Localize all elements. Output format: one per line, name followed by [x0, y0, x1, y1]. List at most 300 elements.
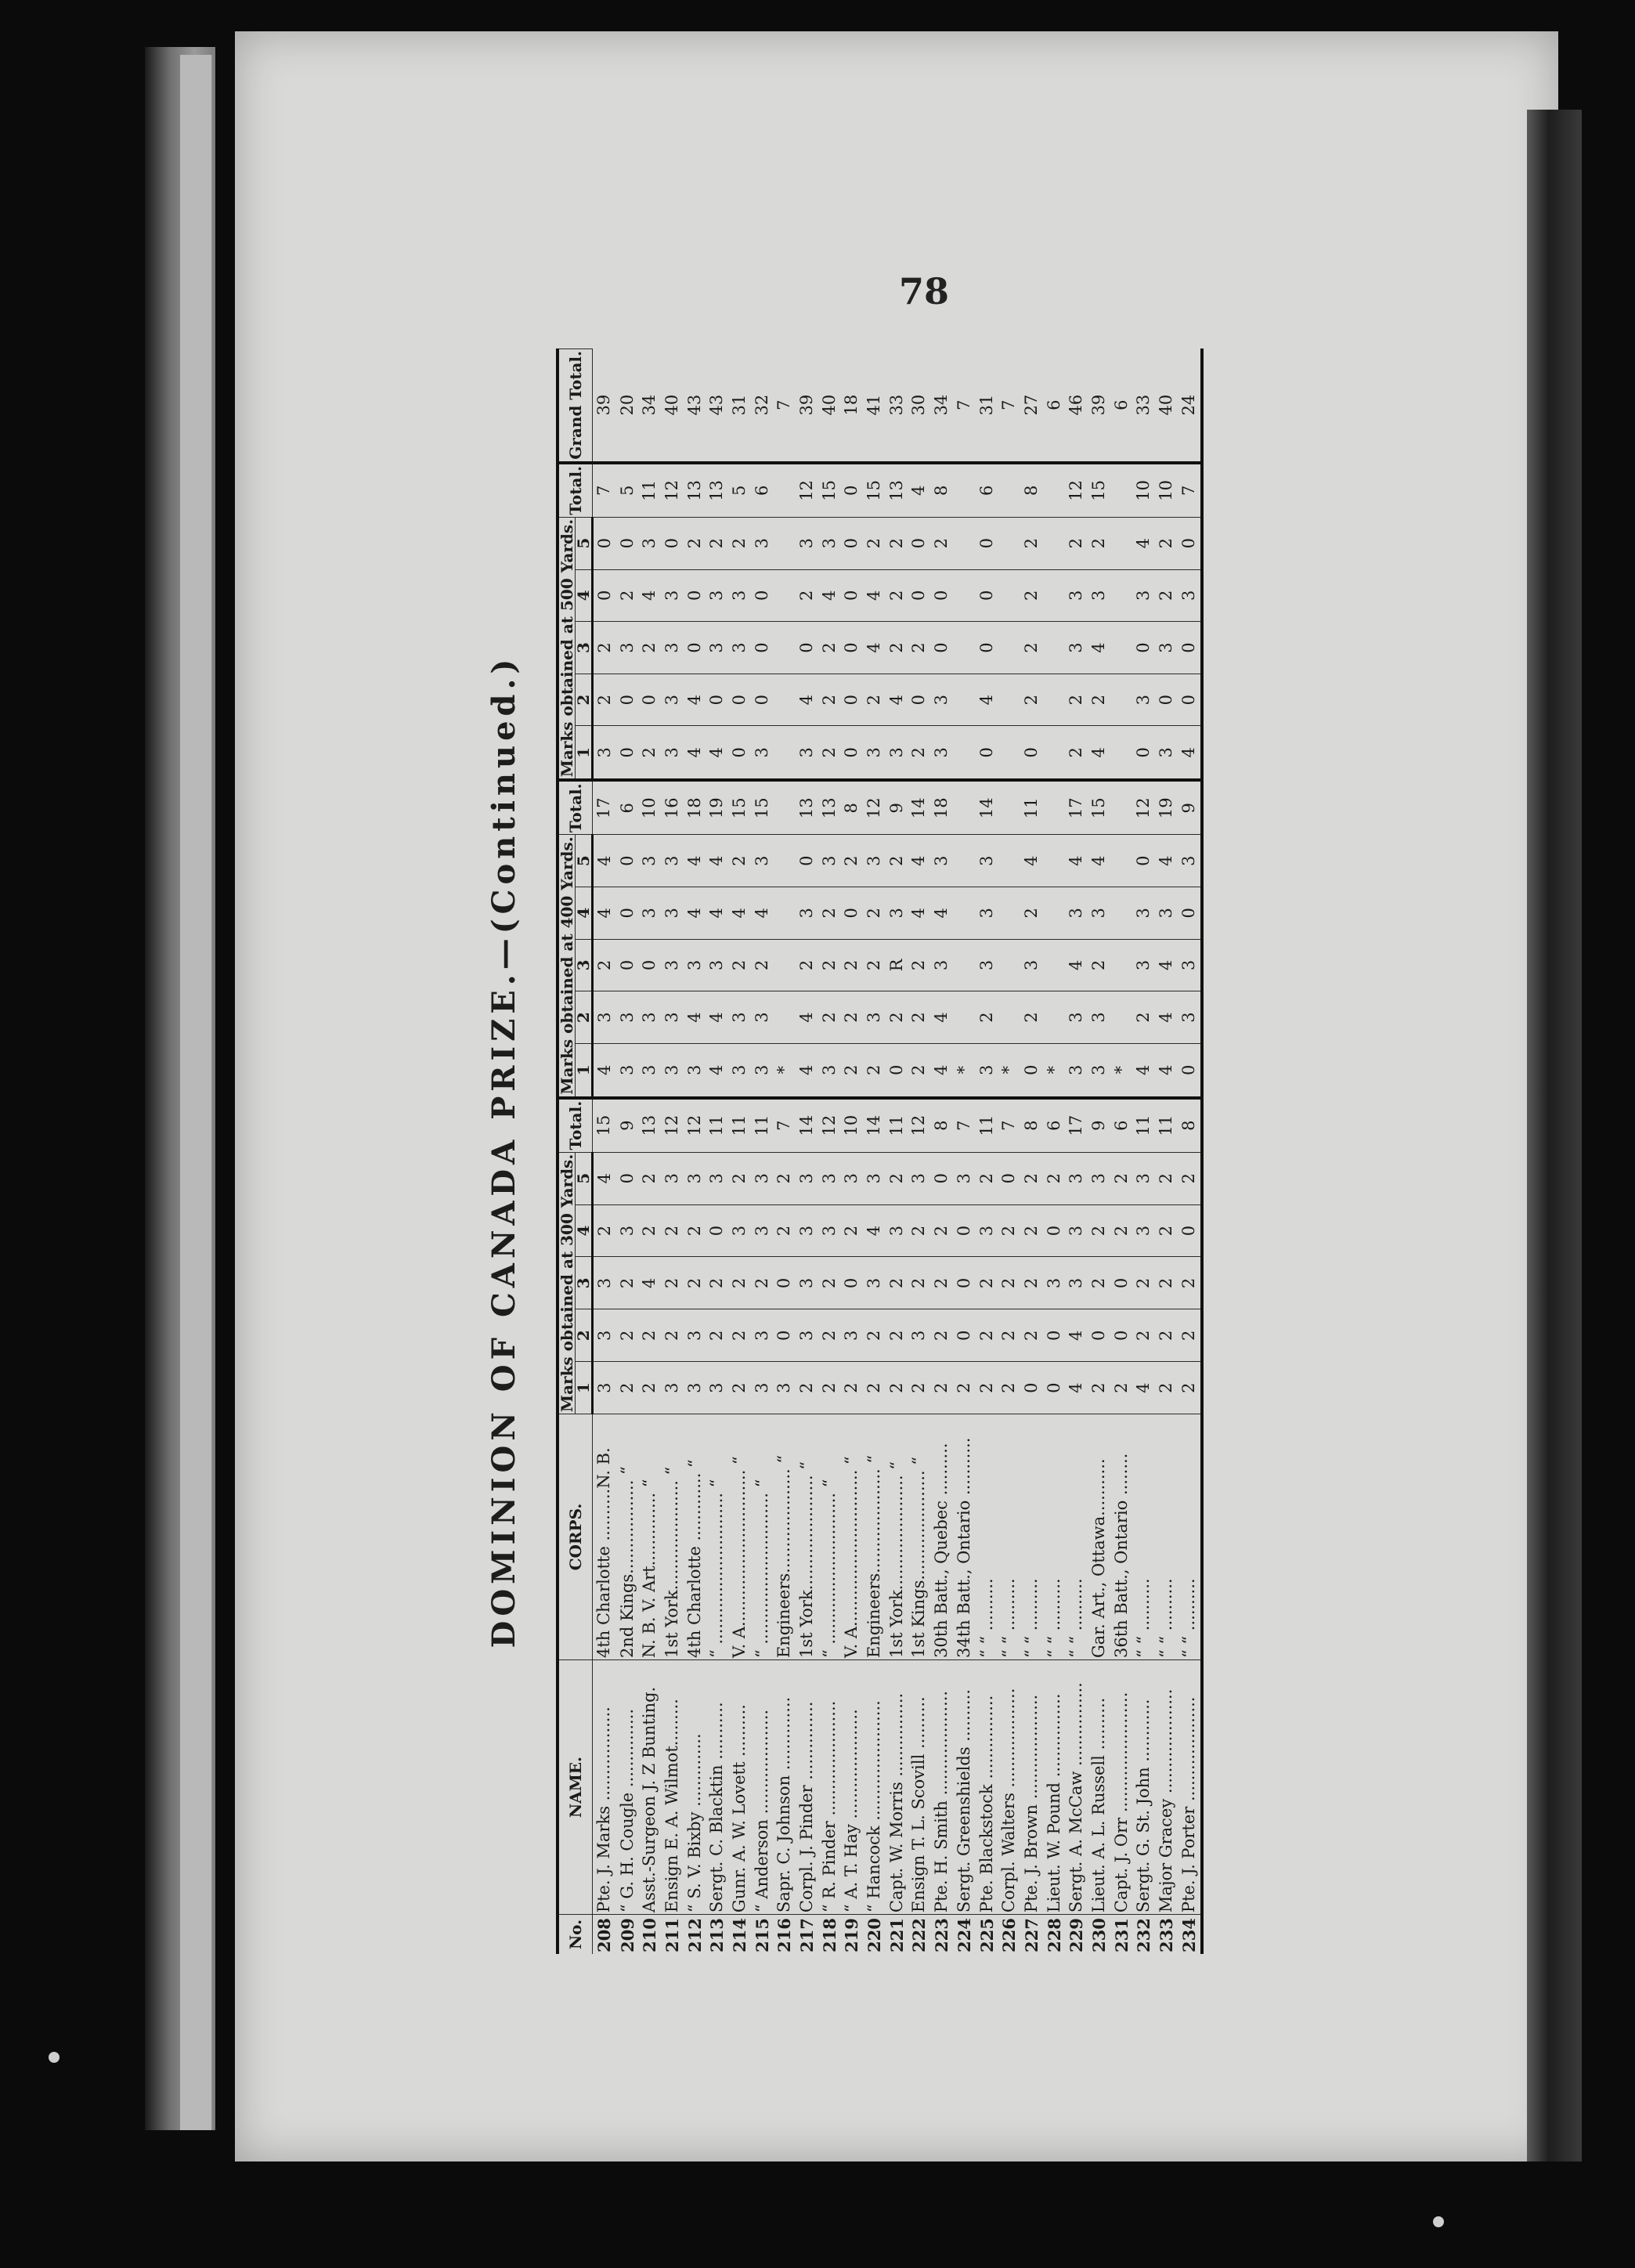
cell-shot-score: 4: [706, 1043, 728, 1097]
cell-shot-score: 3: [638, 1043, 661, 1097]
cell-shot-score: 3: [930, 726, 953, 780]
cell-shot-score: 4: [1065, 1362, 1088, 1414]
cell-number: 214: [728, 1915, 751, 1954]
cell-range-total: 11: [976, 1098, 998, 1153]
cell-shot-score: 3: [706, 1152, 728, 1204]
cell-name: Pte. J. Brown ....................: [1020, 1660, 1043, 1915]
page-title: DOMINION OF CANADA PRIZE.—(Continued.): [485, 654, 522, 1649]
cell-shot-score: [1043, 939, 1066, 991]
cell-shot-score: 3: [728, 622, 751, 674]
cell-shot-score: 0: [930, 1152, 953, 1204]
cell-shot-score: 4: [706, 726, 728, 780]
cell-shot-score: [998, 569, 1020, 622]
cell-range-total: 15: [593, 1098, 616, 1153]
cell-name: Sergt. C. Blacktin ...........: [706, 1660, 728, 1915]
cell-shot-score: 2: [886, 991, 908, 1044]
cell-range-total: 11: [1155, 1098, 1178, 1153]
cell-shot-score: 3: [616, 991, 639, 1044]
cell-shot-score: 0: [1110, 1257, 1133, 1309]
cell-shot-score: *: [998, 1043, 1020, 1097]
cell-shot-score: 3: [863, 835, 886, 887]
cell-range-total: 14: [796, 1098, 818, 1153]
cell-shot-score: 3: [976, 835, 998, 887]
header-shot-400-2: 2: [576, 991, 593, 1044]
cell-shot-score: 0: [1155, 674, 1178, 726]
cell-range-total: 18: [684, 780, 706, 835]
cell-shot-score: 3: [684, 1362, 706, 1414]
cell-shot-score: 0: [953, 1257, 976, 1309]
cell-range-total: 18: [930, 780, 953, 835]
cell-shot-score: 2: [818, 1309, 841, 1362]
cell-shot-score: 2: [796, 1362, 818, 1414]
cell-shot-score: 2: [1178, 1362, 1202, 1414]
cell-shot-score: 0: [953, 1204, 976, 1257]
cell-shot-score: 2: [886, 622, 908, 674]
cell-corps: 30th Batt., Quebec ..........: [930, 1414, 953, 1660]
cell-shot-score: 4: [863, 622, 886, 674]
cell-shot-score: 0: [841, 887, 864, 939]
cell-range-total: 10: [1133, 463, 1156, 518]
cell-shot-score: 0: [1043, 1309, 1066, 1362]
cell-number: 219: [841, 1915, 864, 1954]
cell-shot-score: [774, 622, 796, 674]
cell-shot-score: 4: [684, 887, 706, 939]
cell-shot-score: 2: [684, 1257, 706, 1309]
cell-number: 224: [953, 1915, 976, 1954]
cell-shot-score: 2: [638, 1362, 661, 1414]
cell-shot-score: 3: [818, 517, 841, 569]
cell-shot-score: 0: [616, 887, 639, 939]
cell-shot-score: 0: [706, 674, 728, 726]
cell-shot-score: 3: [684, 1152, 706, 1204]
cell-corps: 2nd Kings.................. “: [616, 1414, 639, 1660]
cell-shot-score: [953, 569, 976, 622]
cell-shot-score: 3: [841, 1309, 864, 1362]
page-number: 78: [899, 270, 950, 312]
cell-number: 223: [930, 1915, 953, 1954]
cell-shot-score: 0: [841, 517, 864, 569]
cell-shot-score: 3: [1088, 1152, 1110, 1204]
book-gutter: [1527, 110, 1582, 2161]
cell-corps: “ “ ..........: [1043, 1414, 1066, 1660]
cell-shot-score: 2: [1088, 939, 1110, 991]
cell-shot-score: 0: [616, 726, 639, 780]
cell-shot-score: 4: [706, 835, 728, 887]
cell-range-total: 10: [1155, 463, 1178, 518]
cell-shot-score: 0: [976, 726, 998, 780]
cell-shot-score: 4: [638, 1257, 661, 1309]
cell-shot-score: 2: [638, 1309, 661, 1362]
table-row: [1178, 349, 1202, 1955]
cell-range-total: [1110, 780, 1133, 835]
cell-shot-score: [1110, 991, 1133, 1044]
cell-shot-score: 2: [1020, 517, 1043, 569]
cell-grand-total: 46: [1065, 349, 1088, 463]
cell-shot-score: [1110, 887, 1133, 939]
table-row: [1043, 349, 1066, 1955]
table-row: [593, 349, 616, 1955]
cell-shot-score: 2: [751, 939, 774, 991]
cell-shot-score: 3: [751, 726, 774, 780]
cell-corps: 4th Charlotte ..........N. B.: [593, 1414, 616, 1660]
cell-shot-score: 3: [616, 1043, 639, 1097]
cell-shot-score: 4: [593, 887, 616, 939]
cell-name: Lieut. A. L. Russell ..........: [1088, 1660, 1110, 1915]
cell-range-total: 12: [661, 1098, 684, 1153]
cell-shot-score: 4: [706, 887, 728, 939]
cell-shot-score: 3: [796, 517, 818, 569]
cell-shot-score: 2: [661, 1257, 684, 1309]
cell-shot-score: 2: [638, 622, 661, 674]
cell-shot-score: 2: [930, 1362, 953, 1414]
cell-number: 226: [998, 1915, 1020, 1954]
cell-shot-score: 3: [593, 1309, 616, 1362]
cell-range-total: 14: [908, 780, 931, 835]
cell-grand-total: 31: [728, 349, 751, 463]
cell-shot-score: 3: [930, 674, 953, 726]
cell-shot-score: 4: [593, 1043, 616, 1097]
header-shot-400-3: 3: [576, 939, 593, 991]
cell-shot-score: [1043, 622, 1066, 674]
cell-shot-score: 3: [796, 1309, 818, 1362]
table-row: [638, 349, 661, 1955]
cell-range-total: 17: [1065, 780, 1088, 835]
cell-shot-score: [953, 674, 976, 726]
cell-range-total: 7: [998, 1098, 1020, 1153]
cell-shot-score: 3: [593, 1362, 616, 1414]
cell-range-total: 0: [841, 463, 864, 518]
cell-corps: 1st York...................... “: [886, 1414, 908, 1660]
cell-shot-score: 4: [1065, 1309, 1088, 1362]
cell-shot-score: 2: [638, 726, 661, 780]
cell-shot-score: 3: [818, 1043, 841, 1097]
cell-shot-score: [774, 726, 796, 780]
cell-shot-score: 2: [863, 1362, 886, 1414]
cell-shot-score: 2: [1088, 517, 1110, 569]
cell-corps: 4th Charlotte ............. “: [684, 1414, 706, 1660]
cell-shot-score: 3: [953, 1152, 976, 1204]
cell-shot-score: 3: [863, 1152, 886, 1204]
cell-shot-score: [998, 939, 1020, 991]
cell-shot-score: 4: [1133, 517, 1156, 569]
header-total-500: Total.: [558, 463, 593, 518]
cell-name: Pte. Blackstock ................: [976, 1660, 998, 1915]
cell-shot-score: 4: [1088, 726, 1110, 780]
cell-shot-score: 2: [818, 622, 841, 674]
cell-shot-score: 2: [706, 517, 728, 569]
cell-shot-score: 0: [1133, 726, 1156, 780]
cell-range-total: 11: [751, 1098, 774, 1153]
cell-range-total: 12: [1065, 463, 1088, 518]
cell-range-total: 9: [616, 1098, 639, 1153]
cell-shot-score: 0: [930, 569, 953, 622]
table-row: [684, 349, 706, 1955]
cell-name: Sapr. C. Johnson ..............: [774, 1660, 796, 1915]
cell-shot-score: 3: [728, 991, 751, 1044]
cell-shot-score: [774, 887, 796, 939]
cell-shot-score: [953, 622, 976, 674]
cell-shot-score: 2: [661, 1309, 684, 1362]
cell-shot-score: 0: [1110, 1309, 1133, 1362]
cell-range-total: 10: [841, 1098, 864, 1153]
cell-range-total: 16: [661, 780, 684, 835]
cell-shot-score: 0: [751, 569, 774, 622]
cell-shot-score: 3: [593, 991, 616, 1044]
cell-shot-score: [1043, 835, 1066, 887]
cell-shot-score: 2: [1065, 726, 1088, 780]
cell-grand-total: 32: [751, 349, 774, 463]
cell-shot-score: 2: [1043, 1152, 1066, 1204]
cell-shot-score: 2: [684, 1204, 706, 1257]
cell-name: Ensign T. L. Scovill ..........: [908, 1660, 931, 1915]
cell-shot-score: 3: [796, 726, 818, 780]
cell-shot-score: 0: [661, 517, 684, 569]
cell-number: 213: [706, 1915, 728, 1954]
cell-corps: “ ............................. “: [706, 1414, 728, 1660]
cell-shot-score: 2: [886, 1362, 908, 1414]
cell-shot-score: 4: [796, 991, 818, 1044]
cell-range-total: 19: [706, 780, 728, 835]
cell-shot-score: [998, 835, 1020, 887]
header-300-yards: Marks obtained at 300 Yards.: [558, 1152, 576, 1414]
cell-range-total: 15: [1088, 463, 1110, 518]
table-row: [661, 349, 684, 1955]
cell-shot-score: 3: [1088, 1043, 1110, 1097]
cell-shot-score: 2: [886, 569, 908, 622]
cell-shot-score: 3: [1178, 991, 1202, 1044]
cell-shot-score: 4: [863, 1204, 886, 1257]
cell-grand-total: 33: [1133, 349, 1156, 463]
rotated-content-frame: [485, 349, 1362, 1954]
cell-range-total: 7: [774, 1098, 796, 1153]
cell-name: “ A. T. Hay .....................: [841, 1660, 864, 1915]
cell-shot-score: 3: [616, 622, 639, 674]
cell-shot-score: 3: [1065, 991, 1088, 1044]
table-row: [774, 349, 796, 1955]
cell-shot-score: 4: [728, 887, 751, 939]
cell-corps: Engineers.................... “: [774, 1414, 796, 1660]
cell-shot-score: 3: [1065, 1152, 1088, 1204]
cell-range-total: [998, 780, 1020, 835]
cell-shot-score: 2: [1088, 1257, 1110, 1309]
cell-shot-score: 3: [1065, 1204, 1088, 1257]
cell-range-total: [998, 463, 1020, 518]
cell-corps: 34th Batt., Ontario ...........: [953, 1414, 976, 1660]
cell-range-total: 6: [976, 463, 998, 518]
cell-shot-score: 3: [863, 991, 886, 1044]
cell-shot-score: 2: [976, 1152, 998, 1204]
cell-shot-score: 3: [818, 1204, 841, 1257]
cell-shot-score: 0: [976, 569, 998, 622]
cell-range-total: 6: [1043, 1098, 1066, 1153]
cell-shot-score: [998, 674, 1020, 726]
cell-shot-score: 0: [976, 622, 998, 674]
cell-shot-score: 3: [818, 1152, 841, 1204]
cell-shot-score: 0: [728, 674, 751, 726]
cell-shot-score: 2: [728, 1362, 751, 1414]
cell-shot-score: 4: [684, 991, 706, 1044]
cell-shot-score: 3: [751, 517, 774, 569]
cell-grand-total: 7: [953, 349, 976, 463]
cell-shot-score: 3: [796, 1257, 818, 1309]
header-shot-300-2: 2: [576, 1309, 593, 1362]
cell-shot-score: [774, 939, 796, 991]
cell-range-total: [953, 780, 976, 835]
cell-shot-score: 3: [1133, 674, 1156, 726]
cell-shot-score: 3: [930, 939, 953, 991]
cell-shot-score: 3: [976, 939, 998, 991]
cell-shot-score: 2: [976, 1257, 998, 1309]
table-row: [818, 349, 841, 1955]
header-grand-total: Grand Total.: [558, 349, 593, 463]
cell-shot-score: 4: [1155, 991, 1178, 1044]
cell-shot-score: 3: [706, 622, 728, 674]
cell-shot-score: 4: [908, 887, 931, 939]
cell-shot-score: 3: [751, 1152, 774, 1204]
cell-corps: “ “ ..........: [1155, 1414, 1178, 1660]
results-table: [556, 349, 1204, 1954]
table-row: [841, 349, 864, 1955]
cell-grand-total: 20: [616, 349, 639, 463]
cell-shot-score: *: [1043, 1043, 1066, 1097]
cell-shot-score: 0: [616, 835, 639, 887]
cell-range-total: 8: [930, 1098, 953, 1153]
cell-range-total: 13: [886, 463, 908, 518]
cell-shot-score: 3: [638, 991, 661, 1044]
cell-shot-score: 2: [1020, 569, 1043, 622]
cell-grand-total: 40: [1155, 349, 1178, 463]
cell-range-total: 6: [616, 780, 639, 835]
cell-name: Sergt. Greenshields ..........: [953, 1660, 976, 1915]
cell-name: Ensign E. A. Wilmot.........: [661, 1660, 684, 1915]
cell-shot-score: 3: [863, 726, 886, 780]
cell-shot-score: 2: [593, 674, 616, 726]
cell-range-total: 7: [953, 1098, 976, 1153]
cell-shot-score: 3: [886, 726, 908, 780]
cell-shot-score: 3: [886, 1204, 908, 1257]
table-row: [953, 349, 976, 1955]
header-shot-300-5: 5: [576, 1152, 593, 1204]
cell-shot-score: [1043, 569, 1066, 622]
cell-grand-total: 43: [706, 349, 728, 463]
cell-shot-score: 3: [1088, 887, 1110, 939]
cell-corps: Gar. Art., Ottawa...........: [1088, 1414, 1110, 1660]
cell-shot-score: 2: [1133, 1309, 1156, 1362]
cell-shot-score: 2: [818, 939, 841, 991]
cell-grand-total: 41: [863, 349, 886, 463]
cell-shot-score: [953, 991, 976, 1044]
cell-range-total: 12: [1133, 780, 1156, 835]
cell-shot-score: 3: [638, 835, 661, 887]
cell-shot-score: [953, 939, 976, 991]
cell-shot-score: 3: [661, 939, 684, 991]
cell-range-total: 12: [684, 1098, 706, 1153]
cell-shot-score: 2: [1088, 1204, 1110, 1257]
cell-shot-score: 2: [1088, 1362, 1110, 1414]
cell-shot-score: 2: [1155, 1309, 1178, 1362]
cell-shot-score: 2: [1020, 887, 1043, 939]
cell-range-total: 12: [796, 463, 818, 518]
table-row: [616, 349, 639, 1955]
cell-shot-score: 3: [930, 835, 953, 887]
cell-name: Pte. J. Marks ..................: [593, 1660, 616, 1915]
cell-shot-score: 3: [593, 1257, 616, 1309]
header-shot-400-1: 1: [576, 1043, 593, 1097]
cell-shot-score: 2: [1020, 622, 1043, 674]
cell-shot-score: 2: [1110, 1362, 1133, 1414]
cell-shot-score: 3: [661, 991, 684, 1044]
cell-shot-score: 2: [1020, 1309, 1043, 1362]
cell-shot-score: 2: [1020, 1257, 1043, 1309]
cell-name: Major Gracey ....................: [1155, 1660, 1178, 1915]
cell-corps: Engineers.................... “: [863, 1414, 886, 1660]
cell-shot-score: 3: [661, 569, 684, 622]
cell-shot-score: 0: [1133, 835, 1156, 887]
cell-shot-score: 3: [1088, 569, 1110, 622]
cell-number: 210: [638, 1915, 661, 1954]
cell-range-total: 5: [728, 463, 751, 518]
cell-shot-score: [1110, 569, 1133, 622]
cell-shot-score: 0: [638, 674, 661, 726]
cell-range-total: [774, 780, 796, 835]
cell-shot-score: [774, 517, 796, 569]
cell-name: Capt. W. Morris ................: [886, 1660, 908, 1915]
cell-shot-score: 2: [1088, 674, 1110, 726]
table-row: [976, 349, 998, 1955]
cell-shot-score: 0: [841, 726, 864, 780]
header-corps: CORPS.: [558, 1414, 593, 1660]
cell-number: 228: [1043, 1915, 1066, 1954]
cell-grand-total: 27: [1020, 349, 1043, 463]
cell-shot-score: 3: [1133, 1152, 1156, 1204]
cell-corps: “ “ ..........: [1020, 1414, 1043, 1660]
cell-shot-score: 0: [908, 674, 931, 726]
cell-grand-total: 18: [841, 349, 864, 463]
cell-shot-score: 3: [1155, 887, 1178, 939]
cell-shot-score: 2: [908, 1362, 931, 1414]
cell-shot-score: 3: [751, 1204, 774, 1257]
table-row: [796, 349, 818, 1955]
cell-range-total: 13: [796, 780, 818, 835]
cell-shot-score: 4: [796, 1043, 818, 1097]
cell-shot-score: [1043, 517, 1066, 569]
cell-shot-score: 2: [818, 674, 841, 726]
cell-range-total: [1043, 463, 1066, 518]
cell-shot-score: 4: [976, 674, 998, 726]
cell-shot-score: 3: [796, 1152, 818, 1204]
cell-shot-score: 2: [930, 517, 953, 569]
cell-shot-score: 4: [1065, 835, 1088, 887]
cell-range-total: [1110, 463, 1133, 518]
cell-shot-score: 4: [818, 569, 841, 622]
cell-shot-score: 4: [1020, 835, 1043, 887]
cell-shot-score: 2: [661, 1204, 684, 1257]
cell-shot-score: 0: [1178, 517, 1202, 569]
cell-shot-score: 2: [1178, 1152, 1202, 1204]
cell-shot-score: [998, 517, 1020, 569]
page-speck: [49, 2052, 60, 2063]
cell-shot-score: R: [886, 939, 908, 991]
cell-number: 232: [1133, 1915, 1156, 1954]
table-row: [863, 349, 886, 1955]
cell-shot-score: 0: [908, 517, 931, 569]
cell-shot-score: 3: [751, 991, 774, 1044]
header-shot-500-5: 5: [576, 517, 593, 569]
cell-shot-score: 2: [706, 1309, 728, 1362]
cell-shot-score: 0: [930, 622, 953, 674]
cell-shot-score: 3: [728, 1043, 751, 1097]
cell-range-total: [953, 463, 976, 518]
